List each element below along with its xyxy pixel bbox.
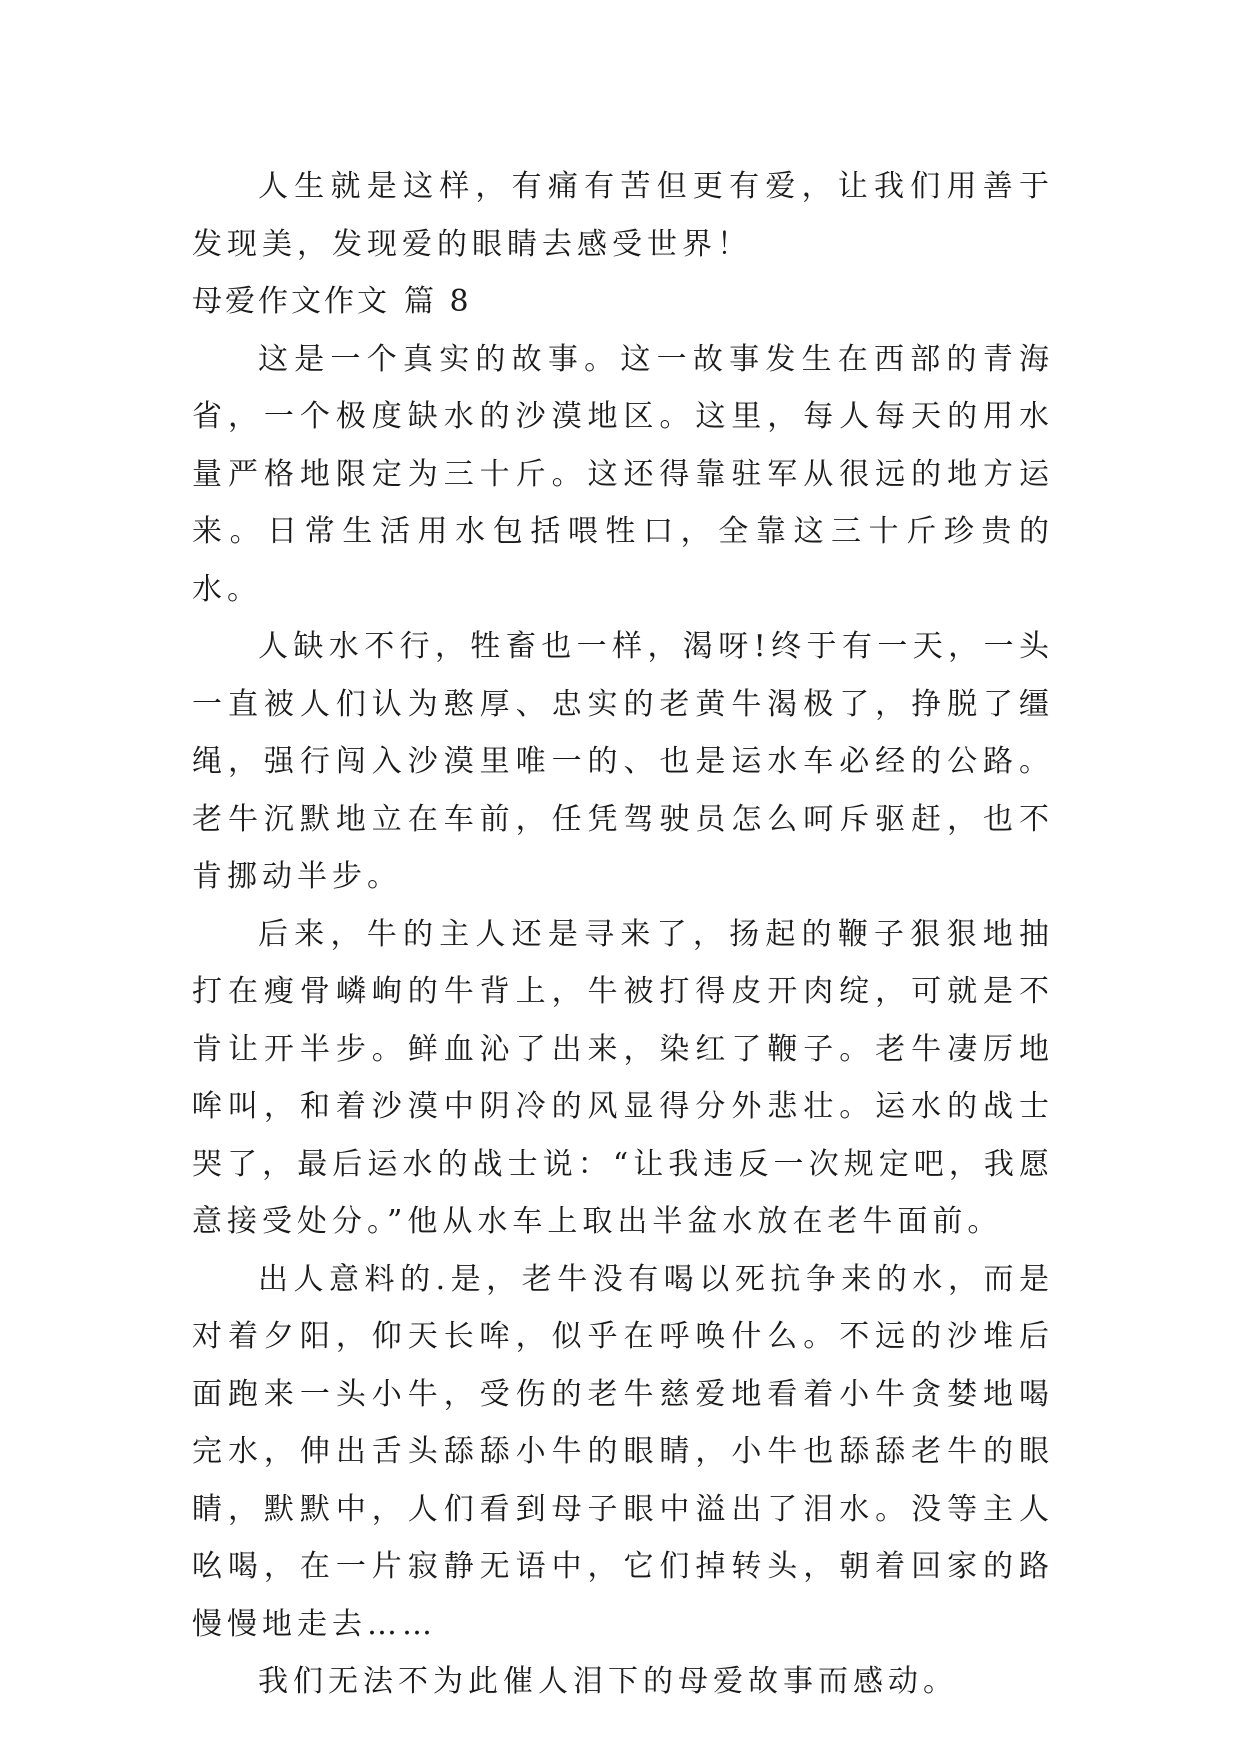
- story-paragraph-4: 出人意料的.是，老牛没有喝以死抗争来的水，而是对着夕阳，仰天长哞，似乎在呼唤什么。不远的沙堆后面跑来一头小牛，受伤的老牛慈爱地看着小牛贪婪地喝完水，伸出舌头舔舔小牛的眼睛，小牛也舔舔老牛的眼睛，默默中，人们看到母子眼中溢出了泪水。没等主人吆喝，在一片寂静无语中，它们掉转头，朝着回家的路慢慢地走去……: [192, 1261, 1054, 1642]
- section-heading: [192, 273, 1054, 331]
- story-paragraph-5: 我们无法不为此催人泪下的母爱故事而感动。: [258, 1664, 958, 1699]
- section-label: 篇 8: [404, 284, 472, 319]
- story-paragraph-2: 人缺水不行，牲畜也一样，渴呀!终于有一天，一头一直被人们认为憨厚、忠实的老黄牛渴极了，挣脱了缰绳，强行闯入沙漠里唯一的、也是运水车必经的公路。老牛沉默地立在车前，任凭驾驶员怎么呵斥驱赶，也不肯挪动半步。: [192, 629, 1054, 894]
- story-paragraph-3: 后来，牛的主人还是寻来了，扬起的鞭子狠狠地抽打在瘦骨嶙峋的牛背上，牛被打得皮开肉绽，可就是不肯让开半步。鲜血沁了出来，染红了鞭子。老牛凄厉地哞叫，和着沙漠中阴冷的风显得分外悲壮。运水的战士哭了，最后运水的战士说：“让我违反一次规定吧，我愿意接受处分。”他从水车上取出半盆水放在老牛面前。: [192, 916, 1054, 1239]
- intro-paragraph: 人生就是这样，有痛有苦但更有爱，让我们用善于发现美，发现爱的眼睛去感受世界！: [192, 169, 1054, 262]
- document-body: [192, 158, 1054, 1711]
- story-paragraph-1: 这是一个真实的故事。这一故事发生在西部的青海省，一个极度缺水的沙漠地区。这里，每人每天的用水量严格地限定为三十斤。这还得靠驻军从很远的地方运来。日常生活用水包括喂牲口，全靠这三十斤珍贵的水。: [192, 341, 1054, 607]
- section-title: 母爱作文作文: [192, 284, 390, 319]
